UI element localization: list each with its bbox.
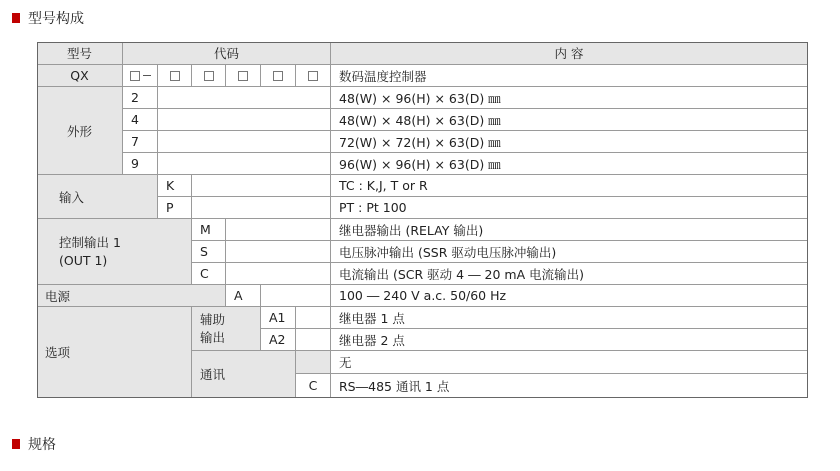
qx-slot-1	[123, 65, 158, 87]
qx-slot-6	[296, 65, 331, 87]
control-label	[37, 219, 192, 285]
aux-label-line1: 辅助	[200, 311, 226, 327]
control-label-line2: (OUT 1)	[59, 252, 108, 268]
control-label-line1: 控制输出 1	[59, 234, 121, 250]
dash-icon	[143, 75, 151, 76]
size-desc-9: 96(W) × 96(H) × 63(D) ㎜	[331, 153, 808, 175]
power-blank	[261, 285, 331, 307]
qx-slot-3	[192, 65, 226, 87]
header-content: 内 容	[331, 42, 808, 65]
comm-code-c: C	[296, 374, 331, 398]
red-square-icon	[12, 439, 20, 449]
control-desc-m: 继电器输出 (RELAY 输出)	[331, 219, 808, 241]
size-code-4: 4	[123, 109, 158, 131]
control-desc-s: 电压脉冲输出 (SSR 驱动电压脉冲输出)	[331, 241, 808, 263]
size-code-9: 9	[123, 153, 158, 175]
comm-desc-c: RS―485 通讯 1 点	[331, 374, 808, 398]
power-code: A	[226, 285, 261, 307]
aux-blank-1	[296, 307, 331, 329]
input-blank-2	[192, 197, 331, 219]
qx-label: QX	[37, 65, 123, 87]
header-code: 代码	[123, 42, 331, 65]
input-code-p: P	[158, 197, 192, 219]
aux-code-a2: A2	[261, 329, 296, 351]
comm-desc-none: 无	[331, 351, 808, 374]
slot-box-icon	[308, 71, 318, 81]
size-desc-7: 72(W) × 72(H) × 63(D) ㎜	[331, 131, 808, 153]
slot-box-icon	[204, 71, 214, 81]
input-blank-1	[192, 175, 331, 197]
input-desc-p: PT : Pt 100	[331, 197, 808, 219]
section-title-spec-text: 规格	[28, 437, 56, 453]
size-code-7: 7	[123, 131, 158, 153]
size-desc-4: 48(W) × 48(H) × 63(D) ㎜	[331, 109, 808, 131]
header-model: 型号	[37, 42, 123, 65]
aux-blank-2	[296, 329, 331, 351]
power-desc: 100 ― 240 V a.c. 50/60 Hz	[331, 285, 808, 307]
control-code-m: M	[192, 219, 226, 241]
slot-box-icon	[273, 71, 283, 81]
aux-code-a1: A1	[261, 307, 296, 329]
size-code-2: 2	[123, 87, 158, 109]
input-code-k: K	[158, 175, 192, 197]
slot-box-icon	[238, 71, 248, 81]
aux-label-line2: 输出	[200, 329, 226, 345]
input-desc-k: TC : K,J, T or R	[331, 175, 808, 197]
size-blank-4	[158, 153, 331, 175]
section-title-spec	[12, 434, 56, 454]
slot-box-icon	[170, 71, 180, 81]
size-blank-3	[158, 131, 331, 153]
qx-slot-4	[226, 65, 261, 87]
red-square-icon	[12, 13, 20, 23]
power-label: 电源	[37, 285, 226, 307]
comm-label: 通讯	[192, 351, 296, 398]
slot-box-icon	[130, 71, 140, 81]
comm-code-none	[296, 351, 331, 374]
model-table	[37, 42, 808, 398]
control-code-s: S	[192, 241, 226, 263]
aux-desc-a1: 继电器 1 点	[331, 307, 808, 329]
control-desc-c: 电流输出 (SCR 驱动 4 ― 20 mA 电流输出)	[331, 263, 808, 285]
control-blank-2	[226, 241, 331, 263]
control-code-c: C	[192, 263, 226, 285]
control-blank-1	[226, 219, 331, 241]
options-label: 选项	[37, 307, 192, 398]
size-label: 外形	[37, 87, 123, 175]
section-title-model	[12, 8, 84, 28]
qx-slot-2	[158, 65, 192, 87]
section-title-model-text: 型号构成	[28, 11, 84, 27]
aux-label	[192, 307, 261, 351]
size-blank-2	[158, 109, 331, 131]
size-desc-2: 48(W) × 96(H) × 63(D) ㎜	[331, 87, 808, 109]
input-label: 输入	[37, 175, 158, 219]
qx-slot-5	[261, 65, 296, 87]
size-blank-1	[158, 87, 331, 109]
control-blank-3	[226, 263, 331, 285]
aux-desc-a2: 继电器 2 点	[331, 329, 808, 351]
qx-desc: 数码温度控制器	[331, 65, 808, 87]
